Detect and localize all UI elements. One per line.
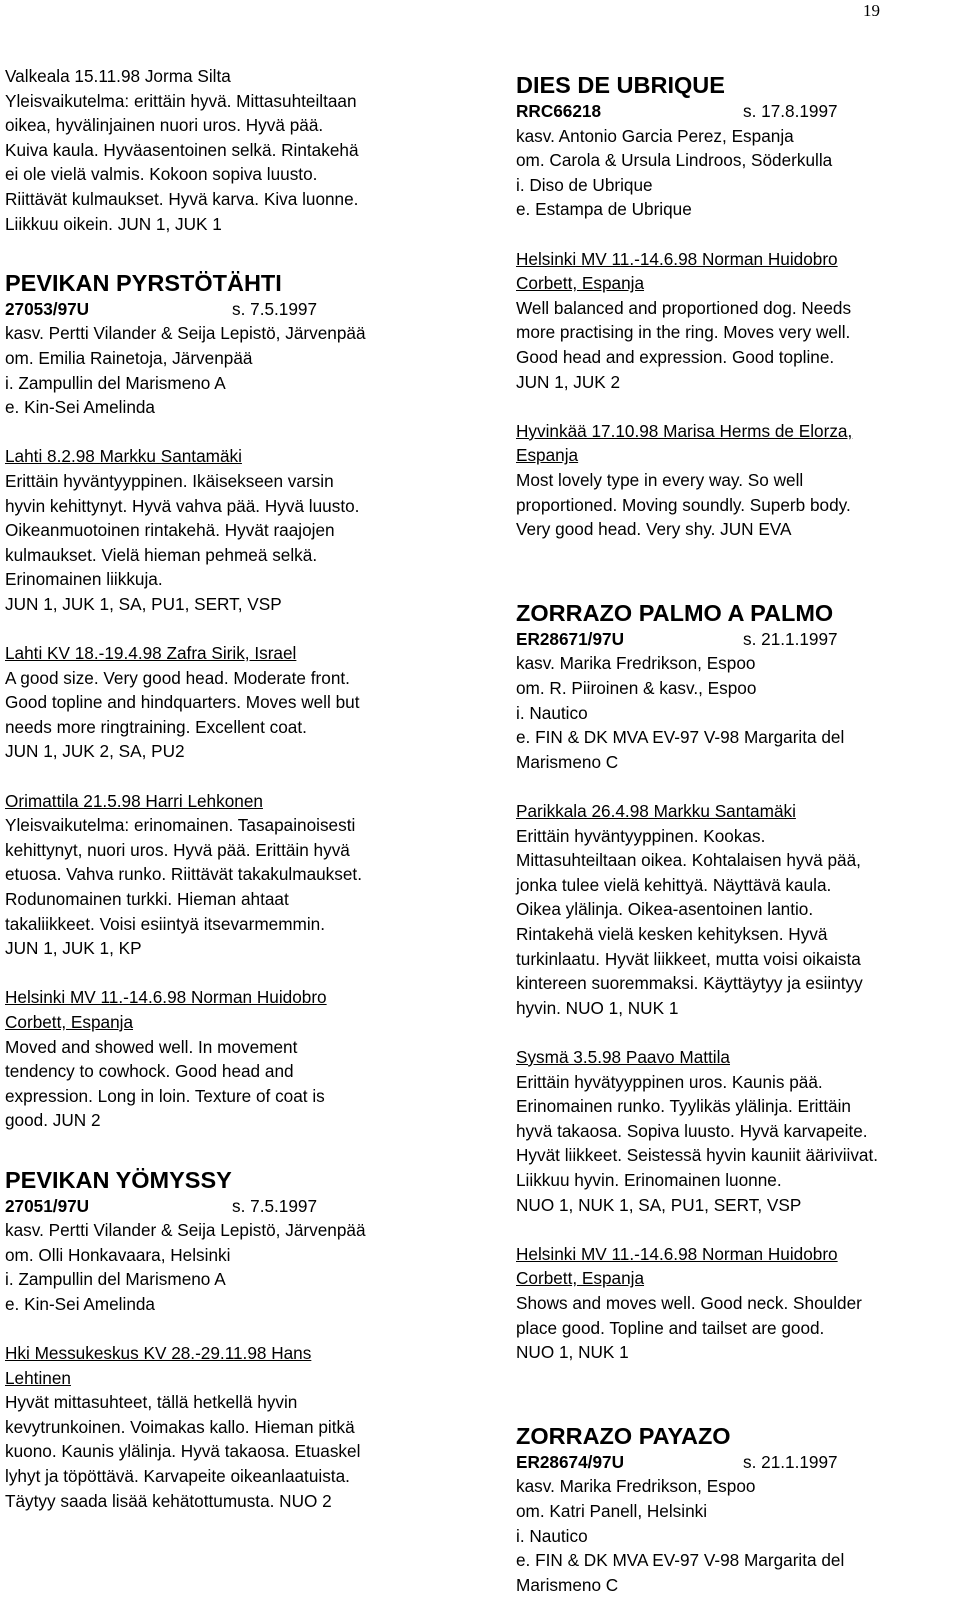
critique-line: Well balanced and proportioned dog. Needs [516,297,852,318]
critique-line: kehittynyt, nuori uros. Hyvä pää. Erittäin hyvä [5,839,350,860]
birth-date: s. 17.8.1997 [743,101,838,121]
dam: e. Kin-Sei Amelinda [5,1293,155,1314]
dog-name: ZORRAZO PAYAZO [516,1422,731,1449]
dog-entry-dies-de-ubrique [516,71,960,542]
critique-line: JUN 1, JUK 1, SA, PU1, SERT, VSP [5,593,282,614]
critique-line: JUN 1, JUK 2 [516,371,621,392]
dam: Marismeno C [516,751,619,772]
owner: om. Emilia Rainetoja, Järvenpää [5,347,253,368]
birth-date: s. 21.1.1997 [743,628,838,649]
birth-date: s. 21.1.1997 [743,1451,838,1472]
registration-line [516,627,960,652]
show-result [5,641,475,764]
critique-line: etuosa. Vahva runko. Riittävät takakulmaukset. [5,864,362,885]
show-heading: Helsinki MV 11.-14.6.98 Norman Huidobro [516,248,838,269]
critique-line: Erittäin hyvätyyppinen uros. Kaunis pää. [516,1071,823,1092]
critique-line: kevytrunkoinen. Voimakas kallo. Hieman pitkä [5,1416,355,1437]
show-heading: Corbett, Espanja [516,273,645,294]
critique-line: Erinomainen liikkuja. [5,569,163,590]
show-result [5,444,475,616]
critique-line: hyvä takaosa. Sopiva luusto. Hyvä karvapeite. [516,1120,868,1141]
show-heading: Helsinki MV 11.-14.6.98 Norman Huidobro [516,1243,838,1264]
critique-line: Good head and expression. Good topline. [516,346,835,367]
show-heading: Orimattila 21.5.98 Harri Lehkonen [5,790,263,811]
show-heading: Lahti 8.2.98 Markku Santamäki [5,446,242,467]
owner: om. R. Piiroinen & kasv., Espoo [516,678,757,699]
registration-line [516,1450,960,1475]
critique-line: JUN 1, JUK 1, KP [5,938,142,959]
critique-line: Yleisvaikutelma: erinomainen. Tasapainoisesti [5,815,356,836]
breeder: kasv. Pertti Vilander & Seija Lepistö, Järvenpää [5,1220,366,1241]
show-result [516,1242,960,1365]
critique-line: Täytyy saada lisää kehätottumusta. NUO 2 [5,1490,332,1511]
text-line: Riittävät kulmaukset. Hyvä karva. Kiva luonne. [5,188,359,209]
registration-line [516,99,960,124]
dog-name: DIES DE UBRIQUE [516,72,725,98]
critique-line: good. JUN 2 [5,1110,101,1131]
critique-line: expression. Long in loin. Texture of coat is [5,1085,325,1106]
registration-number: 27053/97U [5,298,90,319]
show-result [5,1341,475,1513]
critique-line: more practising in the ring. Moves very well. [516,322,851,343]
dog-name: PEVIKAN YÖMYSSY [5,1166,232,1193]
breeder: kasv. Marika Fredrikson, Espoo [516,1476,756,1497]
critique-line: NUO 1, NUK 1 [516,1342,629,1363]
registration-number: ER28671/97U [516,628,624,649]
birth-date: s. 7.5.1997 [232,1195,318,1216]
dam: Marismeno C [516,1574,619,1595]
text-line: Kuiva kaula. Hyväasentoinen selkä. Rintakehä [5,139,359,160]
critique-line: hyvin. NUO 1, NUK 1 [516,997,679,1018]
sire: i. Zampullin del Marismeno A [5,372,226,393]
show-heading: Parikkala 26.4.98 Markku Santamäki [516,801,796,822]
registration-number: ER28674/97U [516,1451,624,1472]
critique-line: Oikeanmuotoinen rintakehä. Hyvät raajojen [5,520,335,541]
registration-line [5,1194,475,1219]
text-line: oikea, hyvälinjainen nuori uros. Hyvä pää. [5,115,324,136]
birth-date: s. 7.5.1997 [232,298,318,319]
report-entry-valkeala [5,64,475,236]
critique-line: proportioned. Moving soundly. Superb body. [516,494,851,515]
critique-line: Hyvät mittasuhteet, tällä hetkellä hyvin [5,1392,298,1413]
dam: e. Estampa de Ubrique [516,199,692,220]
dam: e. Kin-Sei Amelinda [5,397,155,418]
critique-line: kulmaukset. Vielä hieman pehmeä selkä. [5,544,318,565]
critique-line: kuono. Kaunis ylälinja. Hyvä takaosa. Etuaskel [5,1441,361,1462]
critique-line: A good size. Very good head. Moderate front. [5,667,350,688]
critique-line: jonka tulee vielä kehittyä. Näyttävä kaula. [516,874,832,895]
owner: om. Katri Panell, Helsinki [516,1501,708,1522]
show-result [5,789,475,961]
dog-entry-pevikan-yomyssy [5,1166,475,1514]
critique-line: kintereen suoremmaksi. Käyttäytyy ja esiintyy [516,973,863,994]
right-column [516,64,960,1597]
critique-line: Mittasuhteiltaan oikea. Kohtalaisen hyvä pää, [516,850,861,871]
text-line: ei ole vielä valmis. Kokoon sopiva luusto. [5,164,318,185]
critique-line: Erinomainen runko. Tyylikäs ylälinja. Erittäin [516,1096,851,1117]
critique-line: takaliikkeet. Voisi esiintyä itsevarmemmin. [5,913,325,934]
dog-name: PEVIKAN PYRSTÖTÄHTI [5,269,282,296]
registration-number: RRC66218 [516,101,602,121]
sire: i. Diso de Ubrique [516,174,653,195]
critique-line: turkinlaatu. Hyvät liikkeet, mutta voisi oikaista [516,948,861,969]
critique-line: needs more ringtraining. Excellent coat. [5,716,307,737]
registration-number: 27051/97U [5,1195,90,1216]
critique-line: JUN 1, JUK 2, SA, PU2 [5,741,185,762]
critique-line: Liikkuu hyvin. Erinomainen luonne. [516,1169,782,1190]
critique-line: NUO 1, NUK 1, SA, PU1, SERT, VSP [516,1194,802,1215]
breeder: kasv. Marika Fredrikson, Espoo [516,653,756,674]
critique-line: Oikea ylälinja. Oikea-asentoinen lantio. [516,899,814,920]
sire: i. Nautico [516,1525,588,1546]
critique-line: Good topline and hindquarters. Moves well but [5,692,360,713]
text-line: Liikkuu oikein. JUN 1, JUK 1 [5,213,222,234]
sire: i. Nautico [516,702,588,723]
show-heading: Lahti KV 18.-19.4.98 Zafra Sirik, Israel [5,643,297,664]
critique-line: Rintakehä vielä kesken kehityksen. Hyvä [516,924,828,944]
show-heading: Corbett, Espanja [516,1268,645,1289]
show-heading: Sysmä 3.5.98 Paavo Mattila [516,1046,730,1067]
critique-line: Erittäin hyväntyyppinen. Kookas. [516,825,766,846]
show-heading: Espanja [516,445,579,466]
breeder: kasv. Pertti Vilander & Seija Lepistö, Järvenpää [5,323,366,344]
show-heading: Hyvinkää 17.10.98 Marisa Herms de Elorza, [516,420,853,441]
show-result [516,419,960,542]
critique-line: hyvin kehittynyt. Hyvä vahva pää. Hyvä luusto. [5,495,360,516]
critique-line: Very good head. Very shy. JUN EVA [516,519,792,540]
registration-line [5,297,475,322]
show-result [516,1045,960,1217]
critique-line: Most lovely type in every way. So well [516,469,804,490]
breeder: kasv. Antonio Garcia Perez, Espanja [516,125,794,146]
dog-entry-zorrazo-payazo [516,1422,960,1597]
show-result [5,985,475,1133]
show-heading: Helsinki MV 11.-14.6.98 Norman Huidobro [5,987,327,1008]
show-heading: Hki Messukeskus KV 28.-29.11.98 Hans [5,1343,312,1364]
critique-line: Shows and moves well. Good neck. Shoulder [516,1292,862,1313]
dam: e. FIN & DK MVA EV-97 V-98 Margarita del [516,1550,845,1571]
critique-line: Rodunomainen turkki. Hieman ahtaat [5,889,289,909]
show-result [516,799,960,1020]
critique-line: tendency to cowhock. Good head and [5,1061,294,1082]
critique-line: place good. Topline and tailset are good. [516,1317,825,1338]
dog-name: ZORRAZO PALMO A PALMO [516,599,834,626]
owner: om. Olli Honkavaara, Helsinki [5,1244,231,1265]
sire: i. Zampullin del Marismeno A [5,1269,226,1290]
page-number: 19 [863,1,880,20]
text-line: Yleisvaikutelma: erittäin hyvä. Mittasuhteiltaan [5,90,357,111]
dog-entry-zorrazo-palmo-a-palmo [516,599,960,1365]
show-heading: Corbett, Espanja [5,1011,134,1032]
dog-entry-pevikan-pyrstotahti [5,269,475,1133]
critique-line: Erittäin hyväntyyppinen. Ikäisekseen varsin [5,470,334,491]
critique-line: Hyvät liikkeet. Seistessä hyvin kauniit ääriviivat. [516,1145,879,1166]
critique-line: Moved and showed well. In movement [5,1036,298,1057]
owner: om. Carola & Ursula Lindroos, Söderkulla [516,150,833,171]
show-result [516,247,960,395]
show-heading: Lehtinen [5,1367,71,1388]
left-column [5,64,475,1513]
critique-line: lyhyt ja töpöttävä. Karvapeite oikeanlaatuista. [5,1466,350,1487]
text-line: Valkeala 15.11.98 Jorma Silta [5,66,231,86]
dam: e. FIN & DK MVA EV-97 V-98 Margarita del [516,727,845,748]
